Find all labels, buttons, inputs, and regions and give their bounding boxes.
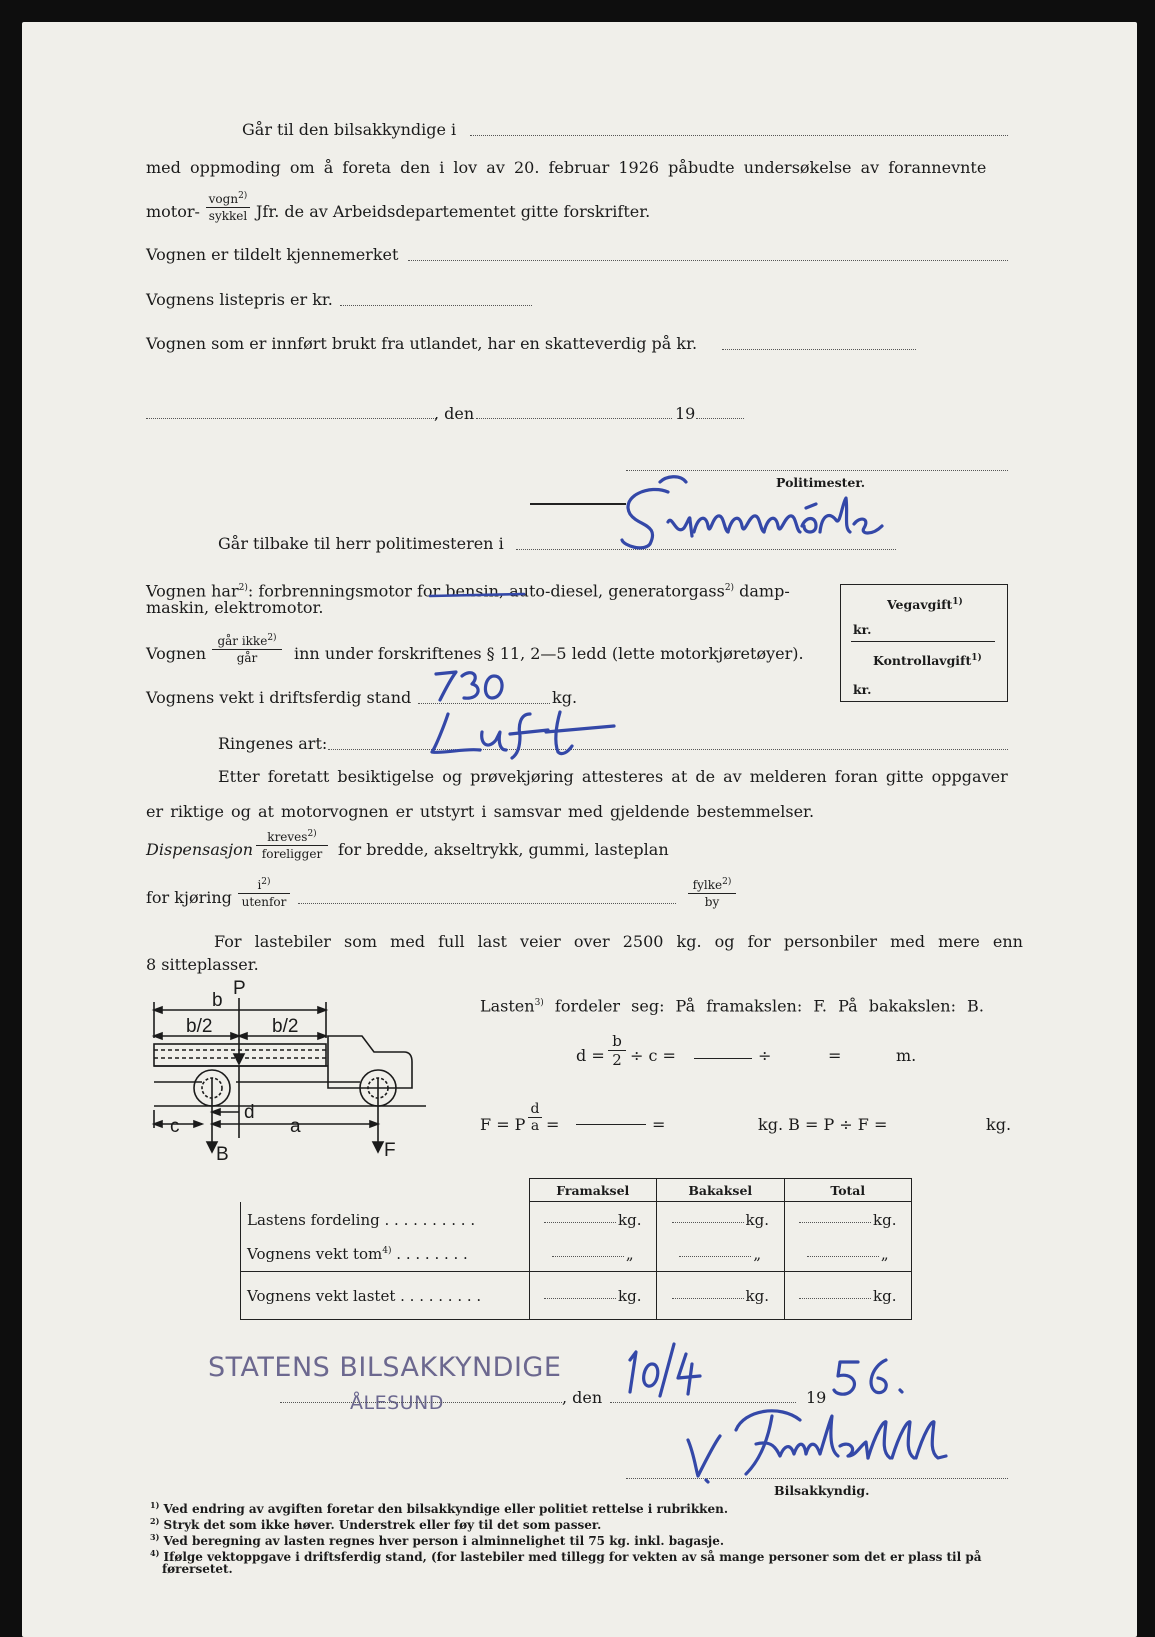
motor-prefix: motor- (146, 202, 200, 221)
stamp-line2: ÅLESUND (350, 1392, 444, 1414)
col-total: Total (784, 1179, 912, 1202)
f-formula-eq2: = (652, 1115, 666, 1134)
underline-bensin (428, 590, 528, 602)
truck-rule-line2: 8 sitteplasser. (146, 955, 259, 974)
request-text: med oppmoding om å foreta den i lov av 20. februar 1926 påbudte undersøkelse av forannevnte (146, 158, 987, 177)
bottom-den: , den (562, 1388, 603, 1407)
label-a: a (290, 1116, 301, 1137)
attest-line1: Etter foretatt besiktigelse og prøvekjøring attesteres at de av melderen foran gitte oppgaver (218, 767, 1008, 786)
d-formula-unit: m. (896, 1046, 917, 1065)
row-label-lastens-fordeling: Lastens fordeling . . . . . . . . . . (241, 1202, 530, 1238)
axle-load-table (240, 1178, 912, 1320)
go-prefix: Vognen (146, 644, 207, 663)
vegavgift-kr: kr. (853, 622, 872, 637)
year-field[interactable] (696, 418, 744, 419)
return-label: Går tilbake til herr politimesteren i (218, 534, 504, 553)
fee-box (840, 584, 1008, 702)
label-b: b (212, 990, 223, 1011)
weight-label: Vognens vekt i driftsferdig stand (146, 688, 412, 707)
table-row[interactable]: kg. (529, 1272, 657, 1320)
d-blank-1[interactable] (694, 1058, 752, 1059)
label-P: P (233, 978, 246, 999)
table-row[interactable]: kg. (657, 1202, 785, 1238)
date-den: , den (434, 404, 475, 423)
motor-type-line2: maskin, elektromotor. (146, 598, 324, 617)
bilsakkyndig-label: Bilsakkyndig. (774, 1483, 870, 1498)
footnote-3: $^{3)}$ Ved beregning av lasten regnes hver person i alminnelighet til 75 kg. inkl. bagasje. (150, 1532, 725, 1548)
label-d: d (244, 1102, 255, 1123)
dispensation-label: Dispensasjon (146, 840, 254, 859)
sent-to-field[interactable] (470, 135, 1008, 136)
date-19: 19 (675, 404, 696, 423)
b-formula-unit: kg. (986, 1115, 1012, 1134)
fee-box-divider (851, 641, 995, 642)
sent-to-label: Går til den bilsakkyndige i (242, 120, 457, 139)
date-field[interactable] (476, 418, 672, 419)
dispensation-fraction: kreves$^{2)}$ foreligger (256, 826, 328, 862)
f-blank[interactable] (576, 1124, 646, 1125)
bottom-19: 19 (806, 1388, 827, 1407)
b-over-2: $\frac{b}{2}$ (608, 1032, 626, 1069)
label-b2-left: b/2 (186, 1016, 213, 1037)
dispensation-text: for bredde, akseltrykk, gummi, lasteplan (338, 840, 669, 859)
handwritten-signature (680, 1400, 1010, 1484)
f-formula-eq: = (546, 1115, 560, 1134)
handwritten-date-10-4 (620, 1340, 710, 1400)
f-formula-prefix: F = P (480, 1115, 526, 1134)
tax-value-label: Vognen som er innført brukt fra utlandet, har en skatteverdig på kr. (146, 334, 698, 353)
label-c: c (170, 1116, 180, 1137)
list-price-field[interactable] (340, 305, 532, 306)
county-city-fraction: fylke$^{2)}$ by (688, 874, 736, 910)
table-row[interactable]: kg. (784, 1202, 912, 1238)
truck-rule-line1: For lastebiler som med full last veier over 2500 kg. og for personbiler med mere enn (214, 932, 1023, 951)
table-row[interactable]: „ (529, 1238, 657, 1272)
table-row[interactable]: „ (784, 1238, 912, 1272)
regulations-ref: Jfr. de av Arbeidsdepartementet gitte forskrifter. (256, 202, 651, 221)
attest-line2: er riktige og at motorvognen er utstyrt i samsvar med gjeldende bestemmelser. (146, 802, 815, 821)
d-formula-minus-c: ÷ c = (630, 1046, 676, 1065)
motor-type-line1: Vognen har$^{2)}$: forbrenningsmotor for bensin, auto-diesel, generatorgass$^{2)}$ damp- (146, 581, 790, 601)
politimester-label: Politimester. (776, 475, 866, 490)
d-over-a: $\frac{d}{a}$ (528, 1101, 542, 1134)
handwritten-rings-luft (424, 710, 620, 760)
d-formula-eq: = (828, 1046, 842, 1065)
vegavgift-label: Vegavgift$^{1)}$ (887, 597, 963, 613)
table-row[interactable]: „ (657, 1238, 785, 1272)
driving-fraction: $i^{2)}$ utenfor (238, 874, 290, 910)
light-vehicle-fraction: går ikke$^{2)}$ går (212, 630, 282, 666)
footnote-1: $^{1)}$ Ved endring av avgiften foretar den bilsakkyndige eller politiet rettelse i rubrikken. (150, 1500, 729, 1516)
tax-value-field[interactable] (722, 349, 916, 350)
table-row[interactable]: kg. (657, 1272, 785, 1320)
driving-label: for kjøring (146, 888, 232, 907)
stamp-line1: STATENS BILSAKKYNDIGE (208, 1352, 562, 1383)
load-distribution-text: Lasten$^{3)}$ fordeler seg: På framakslen: F. På bakakslen: B. (480, 996, 984, 1016)
col-bakaksel: Bakaksel (657, 1179, 785, 1202)
kontrollavgift-label: Kontrollavgift$^{1)}$ (873, 653, 982, 669)
table-corner (241, 1179, 530, 1202)
d-formula-prefix: d = (576, 1046, 605, 1065)
footnote-2: $^{2)}$ Stryk det som ikke høver. Understrek eller føy til det som passer. (150, 1516, 602, 1532)
footnote-4: $^{4)}$ Ifølge vektoppgave i driftsferdig stand, (for lastebiler med tillegg for vekten av så mange personer som det er plass til på (150, 1548, 982, 1564)
reg-mark-label: Vognen er tildelt kjennemerket (146, 245, 399, 264)
list-price-label: Vognens listepris er kr. (146, 290, 333, 309)
handwritten-sunnmore (610, 474, 910, 554)
label-F: F (384, 1140, 396, 1161)
label-b2-right: b/2 (272, 1016, 299, 1037)
rings-label: Ringenes art: (218, 734, 328, 753)
vehicle-type-fraction: vogn$^{2)}$ sykkel (206, 188, 250, 224)
truck-load-diagram (140, 978, 450, 1168)
label-B: B (216, 1144, 229, 1165)
table-row[interactable]: kg. (784, 1272, 912, 1320)
kontrollavgift-kr: kr. (853, 682, 872, 697)
footnote-4-cont: førersetet. (162, 1562, 233, 1576)
driving-area-field[interactable] (298, 903, 676, 904)
politimester-signature-line[interactable] (626, 470, 1008, 471)
d-formula-div: ÷ (758, 1046, 772, 1065)
b-formula: kg. B = P ÷ F = (758, 1115, 888, 1134)
handwritten-year-56 (828, 1356, 908, 1402)
col-framaksel: Framaksel (529, 1179, 657, 1202)
row-label-vognens-vekt-lastet: Vognens vekt lastet . . . . . . . . . (241, 1272, 530, 1320)
table-row[interactable]: kg. (529, 1202, 657, 1238)
bottom-place-field[interactable] (280, 1402, 562, 1403)
light-vehicle-text: inn under forskriftenes § 11, 2—5 ledd (lette motorkjøretøyer). (294, 644, 804, 663)
row-label-vognens-vekt-tom: Vognens vekt tom$^{4)}$ . . . . . . . . (241, 1238, 530, 1272)
handwritten-weight-730 (432, 666, 516, 706)
place-field[interactable] (146, 418, 436, 419)
reg-mark-field[interactable] (408, 260, 1008, 261)
weight-unit: kg. (552, 688, 578, 707)
